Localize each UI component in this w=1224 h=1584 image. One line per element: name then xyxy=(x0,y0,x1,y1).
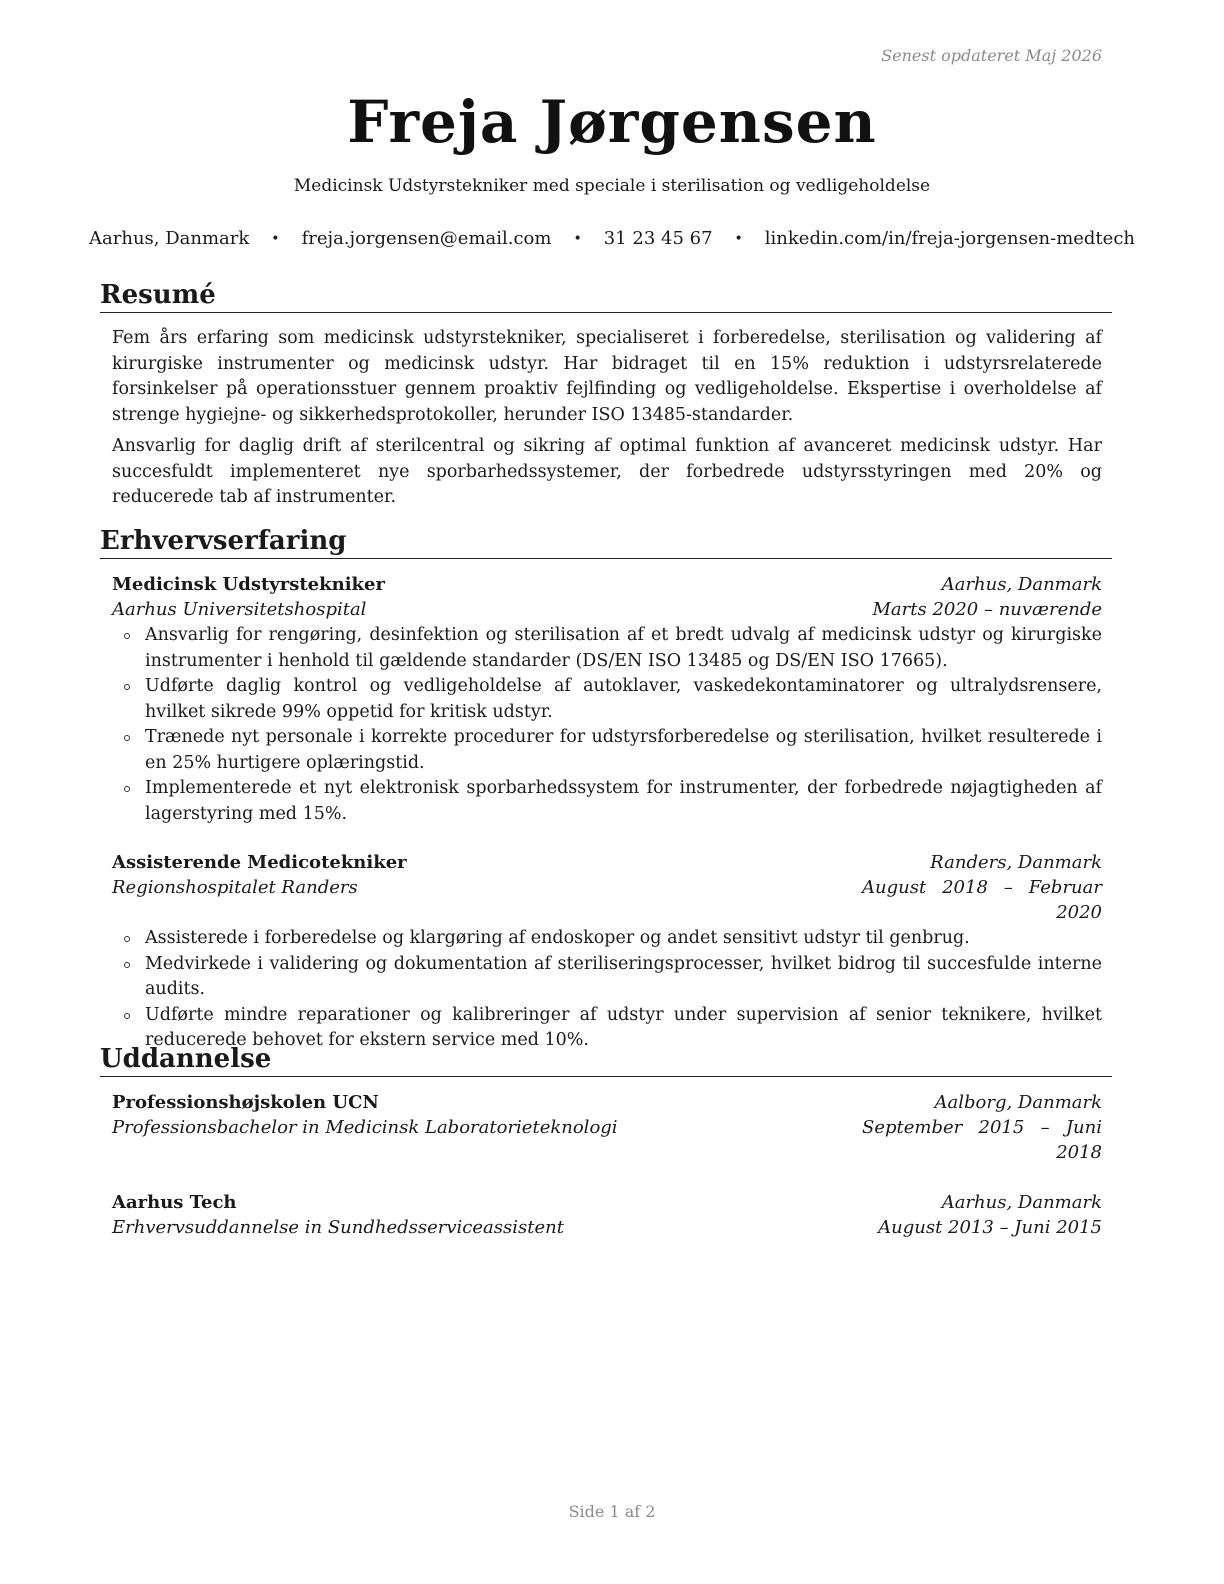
circle-bullet-icon xyxy=(124,633,130,639)
job-location: Aarhus, Danmark xyxy=(941,574,1102,595)
circle-bullet-icon xyxy=(124,962,130,968)
job-role: Medicinsk Udstyrstekniker xyxy=(112,574,385,595)
circle-bullet-icon xyxy=(124,684,130,690)
job-period: Marts 2020 – nuværende xyxy=(872,599,1102,620)
section-title-summary: Resumé xyxy=(100,279,1112,313)
list-item: Assisterede i forberedelse og klargøring af endoskoper og andet sensitivt udstyr til genbrug. xyxy=(112,926,1102,952)
school-header xyxy=(112,1090,1102,1115)
contact-email[interactable]: freja.jorgensen@email.com xyxy=(301,228,552,249)
circle-bullet-icon xyxy=(124,1013,130,1019)
contact-phone[interactable]: 31 23 45 67 xyxy=(603,228,713,249)
school-name: Aarhus Tech xyxy=(112,1192,237,1213)
job-bullets xyxy=(112,623,1102,827)
job-location: Randers, Danmark xyxy=(930,852,1102,873)
candidate-name: Freja Jørgensen xyxy=(347,88,877,156)
contact-linkedin[interactable]: linkedin.com/in/freja-jorgensen-medtech xyxy=(764,228,1135,249)
circle-bullet-icon xyxy=(124,936,130,942)
school-subheader xyxy=(112,1115,1102,1165)
school-subheader xyxy=(112,1215,1102,1240)
last-updated: Senest opdateret Maj 2026 xyxy=(881,46,1102,65)
list-item: Ansvarlig for rengøring, desinfektion og sterilisation af et bredt udvalg af medicinsk udstyr og kirurgiske instrumenter i henhold til gældende standarder (DS/EN ISO 13485 og DS/EN ISO 17665). xyxy=(112,623,1102,674)
list-item: Udførte daglig kontrol og vedligeholdelse af autoklaver, vaskedekontaminatorer og ultralydsrensere, hvilket sikrede 99% oppetid for kritisk udstyr. xyxy=(112,674,1102,725)
school-period: September 2015 – Juni 2018 xyxy=(862,1117,1102,1163)
job-employer: Regionshospitalet Randers xyxy=(112,877,358,898)
list-item: Implementerede et nyt elektronisk sporbarhedssystem for instrumenter, der forbedrede nøjagtigheden af lagerstyring med 15%. xyxy=(112,776,1102,827)
section-title-education: Uddannelse xyxy=(100,1043,1112,1077)
summary-paragraph-1: Fem års erfaring som medicinsk udstyrstekniker, specialiseret i forberedelse, sterilisation og validering af kirurgiske instrumenter og medicinsk udstyr. Har bidraget til en 15% reduktion i udstyrsrelaterede forsinkelser på operationsstuer gennem proaktiv fejlfinding og vedligeholdelse. Ekspertise i overholdelse af strenge hygiejne- og sikkerhedsprotokoller, herunder ISO 13485-standarder. xyxy=(112,328,1102,425)
job-subheader xyxy=(112,875,1102,925)
circle-bullet-icon xyxy=(124,786,130,792)
school-location: Aalborg, Danmark xyxy=(934,1092,1102,1113)
job-role: Assisterende Medicotekniker xyxy=(112,852,407,873)
school-location: Aarhus, Danmark xyxy=(941,1192,1102,1213)
page-number: Side 1 af 2 xyxy=(568,1502,656,1521)
contact-separator: • xyxy=(734,230,743,247)
school-period: August 2013 – Juni 2015 xyxy=(878,1217,1102,1238)
school-degree: Professionsbachelor in Medicinsk Laboratorieteknologi xyxy=(112,1117,618,1138)
contact-line xyxy=(89,228,1135,249)
job-header xyxy=(112,850,1102,875)
contact-location: Aarhus, Danmark xyxy=(89,228,250,249)
contact-separator: • xyxy=(573,230,582,247)
school-name: Professionshøjskolen UCN xyxy=(112,1092,379,1113)
circle-bullet-icon xyxy=(124,735,130,741)
job-subheader xyxy=(112,597,1102,622)
job-period: August 2018 – Februar 2020 xyxy=(862,877,1102,923)
job-employer: Aarhus Universitetshospital xyxy=(112,599,367,620)
list-item: Medvirkede i validering og dokumentation af steriliseringsprocesser, hvilket bidrog til succesfulde interne audits. xyxy=(112,952,1102,1003)
contact-separator: • xyxy=(271,230,280,247)
list-item: Udførte mindre reparationer og kalibreringer af udstyr under supervision af senior teknikere, hvilket reducerede behovet for ekstern service med 10%. xyxy=(112,1003,1102,1054)
candidate-subtitle: Medicinsk Udstyrstekniker med speciale i sterilisation og vedligeholdelse xyxy=(293,176,931,196)
list-item: Trænede nyt personale i korrekte procedurer for udstyrsforberedelse og sterilisation, hvilket resulterede i en 25% hurtigere oplæringstid. xyxy=(112,725,1102,776)
school-degree: Erhvervsuddannelse in Sundhedsserviceassistent xyxy=(112,1217,564,1238)
summary-paragraph-2: Ansvarlig for daglig drift af sterilcentral og sikring af optimal funktion af avanceret medicinsk udstyr. Har succesfuldt implementeret nye sporbarhedssystemer, der forbedrede udstyrsstyringen med 20% og reducerede tab af instrumenter. xyxy=(112,436,1102,507)
school-header xyxy=(112,1190,1102,1215)
job-bullets xyxy=(112,926,1102,1054)
section-title-experience: Erhvervserfaring xyxy=(100,525,1112,559)
job-header xyxy=(112,572,1102,597)
